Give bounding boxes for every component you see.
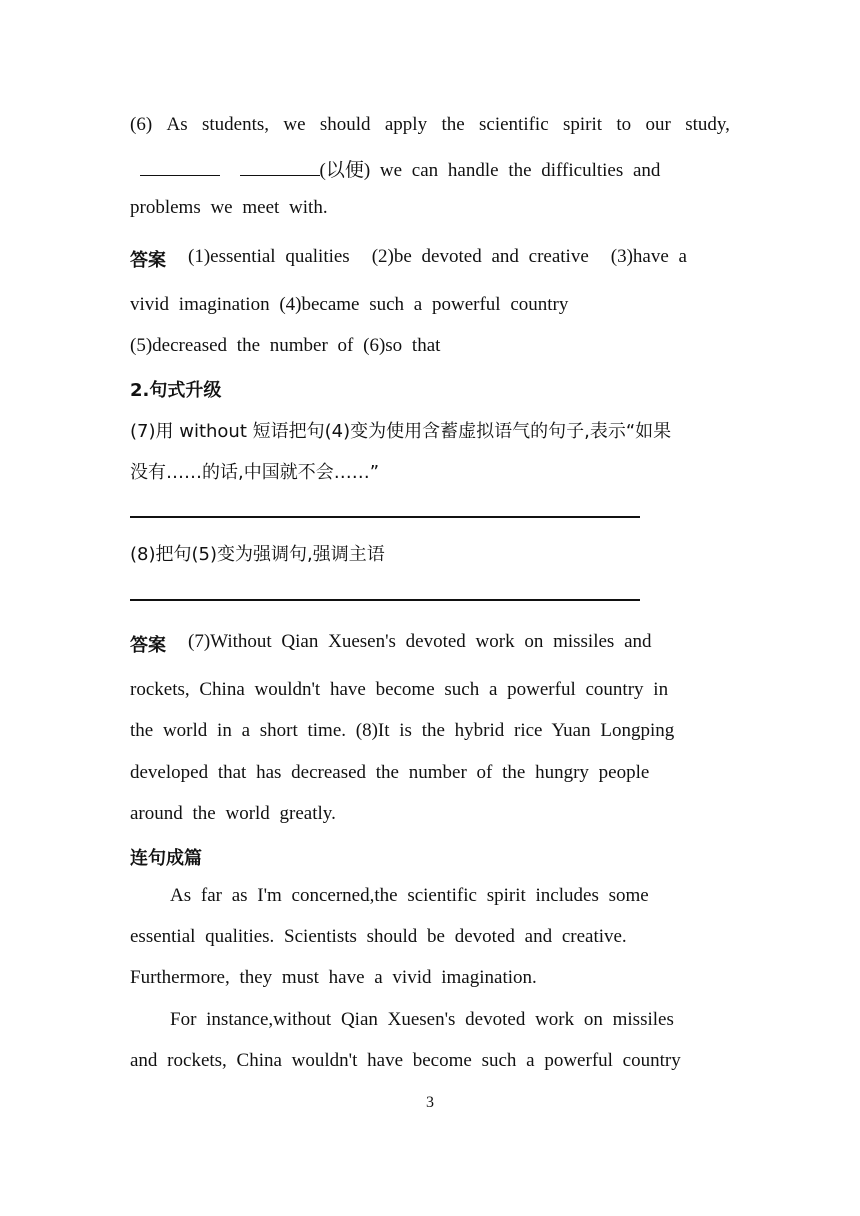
answer-label: 答案	[130, 635, 166, 656]
question-8: (8)把句(5)变为强调句,强调主语	[130, 544, 385, 565]
question-6-words	[130, 114, 730, 136]
answer-line-7[interactable]	[130, 516, 640, 518]
question-6-word: students,	[201, 114, 269, 135]
question-6-line-3: problems we meet with.	[130, 197, 328, 218]
answer-blank-2[interactable]	[240, 159, 320, 176]
essay-p2-line-1: For instance,without Qian Xuesen's devoted work on missiles	[170, 1009, 674, 1030]
question-6-word: apply	[384, 114, 428, 135]
question-6-line-1	[130, 114, 730, 136]
question-6-word: should	[319, 114, 371, 135]
answer-1-line-1	[130, 246, 714, 272]
question-7-line-2: 没有……的话,中国就不会……”	[130, 462, 380, 483]
answer-2-line-5: around the world greatly.	[130, 803, 336, 824]
answer-1-part-3: (3)have a	[610, 246, 687, 267]
answer-2-line-1-text: (7)Without Qian Xuesen's devoted work on missiles and	[188, 631, 652, 652]
answer-2-line-2: rockets, China wouldn't have become such a powerful country in	[130, 679, 669, 700]
page-number: 3	[426, 1094, 434, 1111]
essay-p1-line-1: As far as I'm concerned,the scientific spirit includes some	[170, 885, 649, 906]
section-2-heading: 2.句式升级	[130, 380, 222, 401]
answer-1-line-3: (5)decreased the number of (6)so that	[130, 335, 441, 356]
question-6-word: the	[441, 114, 465, 135]
answer-2-line-3: the world in a short time. (8)It is the hybrid rice Yuan Longping	[130, 720, 675, 741]
answer-1-line-2: vivid imagination (4)became such a powerful country	[130, 294, 569, 315]
question-6-line-2	[130, 155, 660, 182]
answer-line-8[interactable]	[130, 599, 640, 601]
question-6-word: scientific	[479, 114, 549, 135]
answer-1-part-1: (1)essential qualities	[188, 246, 350, 267]
question-6-word: (6)	[130, 114, 153, 135]
question-6-word: study,	[685, 114, 730, 135]
answer-blank-1[interactable]	[140, 159, 220, 176]
question-6-word: spirit	[562, 114, 603, 135]
answer-1-part-2: (2)be devoted and creative	[371, 246, 589, 267]
essay-heading: 连句成篇	[130, 848, 202, 869]
essay-p1-line-2: essential qualities. Scientists should be devoted and creative.	[130, 926, 627, 947]
question-6-line-2-text: (以便) we can handle the difficulties and	[319, 160, 661, 181]
question-6-word: As	[166, 114, 188, 135]
answer-label: 答案	[130, 250, 166, 271]
question-6-word: our	[645, 114, 671, 135]
essay-p1-line-3: Furthermore, they must have a vivid imagination.	[130, 967, 537, 988]
question-6-word: to	[616, 114, 632, 135]
answer-2-line-4: developed that has decreased the number of the hungry people	[130, 762, 650, 783]
answer-2-line-1	[130, 631, 652, 657]
question-7-line-1: (7)用 without 短语把句(4)变为使用含蓄虚拟语气的句子,表示“如果	[130, 421, 672, 442]
question-6-word: we	[283, 114, 306, 135]
essay-p2-line-2: and rockets, China wouldn't have become such a powerful country	[130, 1050, 681, 1071]
